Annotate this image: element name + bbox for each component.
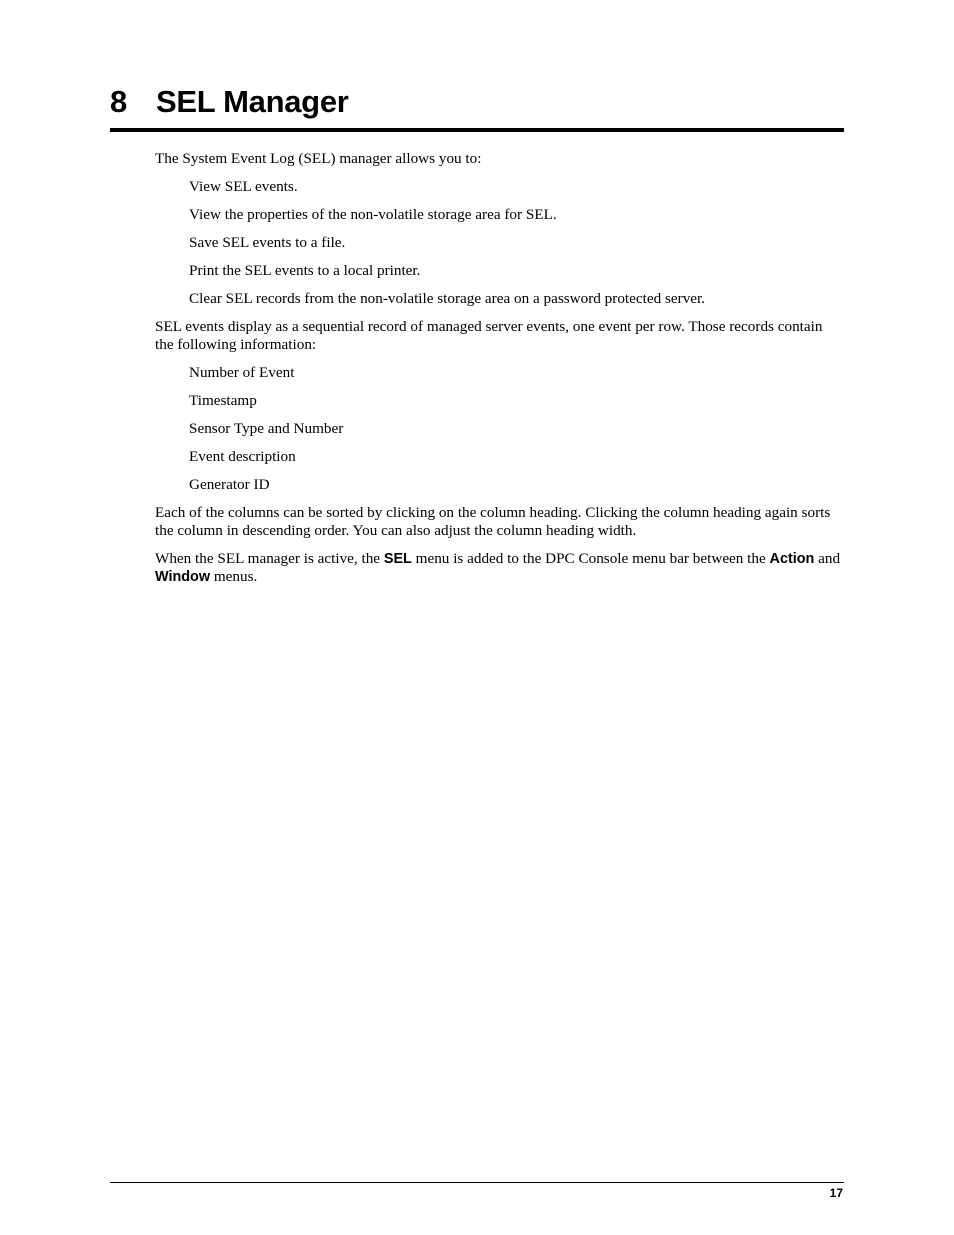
list-item: Print the SEL events to a local printer. — [189, 262, 421, 279]
body-content — [155, 150, 844, 596]
chapter-heading — [110, 80, 844, 124]
intro-paragraph: The System Event Log (SEL) manager allows you to: — [155, 150, 482, 167]
records-paragraph: SEL events display as a sequential record of managed server events, one event per row. Those records contain the following information: — [155, 318, 823, 353]
list-item: Event description — [189, 448, 296, 465]
menu-text-part: and — [814, 550, 841, 567]
record-fields-list — [155, 364, 844, 494]
list-item: View SEL events. — [189, 178, 298, 195]
heading-rule — [110, 128, 844, 132]
menu-text-part: When the SEL manager is active, the — [155, 550, 384, 567]
menu-paragraph — [155, 550, 844, 586]
window-menu-term: Window — [155, 569, 211, 585]
chapter-number: 8 — [110, 84, 127, 119]
list-item: Save SEL events to a file. — [189, 234, 346, 251]
footer-rule — [110, 1182, 844, 1183]
list-item: Sensor Type and Number — [189, 420, 344, 437]
capabilities-list — [155, 178, 844, 308]
list-item: Clear SEL records from the non-volatile storage area on a password protected server. — [189, 290, 706, 307]
list-item: Generator ID — [189, 476, 270, 493]
page-number: 17 — [829, 1186, 843, 1200]
sel-menu-term: SEL — [383, 551, 412, 567]
action-menu-term: Action — [769, 551, 815, 567]
menu-text-part: menus. — [210, 568, 258, 585]
list-item: Timestamp — [189, 392, 257, 409]
list-item: Number of Event — [189, 364, 295, 381]
sorting-paragraph: Each of the columns can be sorted by clicking on the column heading. Clicking the column heading again sorts the column in descending order. You can also adjust the column heading width. — [155, 504, 831, 539]
menu-text-part: menu is added to the DPC Console menu bar between the — [411, 550, 770, 567]
chapter-title: SEL Manager — [156, 84, 349, 119]
list-item: View the properties of the non-volatile storage area for SEL. — [189, 206, 557, 223]
